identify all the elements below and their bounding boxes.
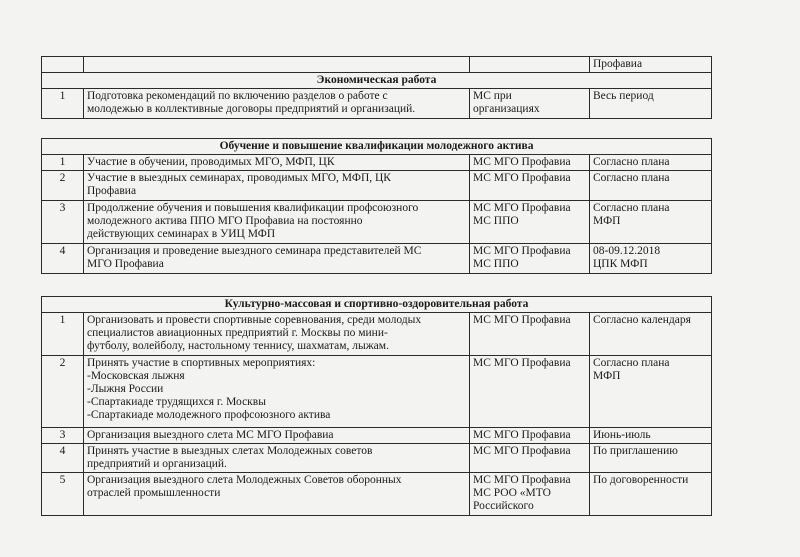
table-row bbox=[42, 356, 712, 428]
activity-cell: Принять участие в выездных слетах Молодежных советов предприятий и организаций. bbox=[84, 444, 470, 473]
table-row bbox=[42, 201, 712, 244]
responsible-cell: МС МГО Профавиа bbox=[470, 313, 590, 356]
period-cell: По договоренности bbox=[590, 473, 712, 516]
row-number: 4 bbox=[42, 244, 84, 274]
responsible-cell: МС МГО Профавиа МС ППО bbox=[470, 244, 590, 274]
responsible-cell: МС МГО Профавиа МС ППО bbox=[470, 201, 590, 244]
table-row bbox=[42, 473, 712, 516]
activity-cell: Организация выездного слета Молодежных Советов оборонных отраслей промышленности bbox=[84, 473, 470, 516]
section-title: Экономическая работа bbox=[42, 73, 712, 89]
activity-cell: Продолжение обучения и повышения квалификации профсоюзного молодежного актива ППО МГО Профавиа на постоянно действующих семинарах в УИЦ МФП bbox=[84, 201, 470, 244]
period-cell: Профавиа bbox=[590, 57, 712, 73]
period-cell: По приглашению bbox=[590, 444, 712, 473]
economic-work-table bbox=[41, 56, 712, 119]
row-number bbox=[42, 57, 84, 73]
table-row bbox=[42, 313, 712, 356]
row-number: 3 bbox=[42, 201, 84, 244]
responsible-cell: МС МГО Профавиа bbox=[470, 171, 590, 201]
table-row bbox=[42, 57, 712, 73]
responsible-cell bbox=[470, 57, 590, 73]
activity-cell: Участие в обучении, проводимых МГО, МФП, ЦК bbox=[84, 155, 470, 171]
culture-sports-table bbox=[41, 296, 712, 516]
activity-cell: Организовать и провести спортивные соревнования, среди молодых специалистов авиационных предприятий г. Москвы по мини- футболу, волейболу, настольному теннису, шахматам, лыжам. bbox=[84, 313, 470, 356]
responsible-cell: МС МГО Профавиа bbox=[470, 444, 590, 473]
row-number: 2 bbox=[42, 171, 84, 201]
row-number: 1 bbox=[42, 89, 84, 119]
responsible-cell: МС при организациях bbox=[470, 89, 590, 119]
period-cell: Согласно плана bbox=[590, 171, 712, 201]
row-number: 4 bbox=[42, 444, 84, 473]
activity-cell: Организация выездного слета МС МГО Профавиа bbox=[84, 428, 470, 444]
row-number: 5 bbox=[42, 473, 84, 516]
responsible-cell: МС МГО Профавиа bbox=[470, 356, 590, 428]
period-cell: Согласно плана bbox=[590, 155, 712, 171]
table-row bbox=[42, 428, 712, 444]
row-number: 1 bbox=[42, 155, 84, 171]
period-cell: Июнь-июль bbox=[590, 428, 712, 444]
table-row bbox=[42, 155, 712, 171]
section-title: Обучение и повышение квалификации молодежного актива bbox=[42, 139, 712, 155]
activity-cell bbox=[84, 57, 470, 73]
table-row bbox=[42, 444, 712, 473]
period-cell: 08-09.12.2018 ЦПК МФП bbox=[590, 244, 712, 274]
responsible-cell: МС МГО Профавиа МС РОО «МТО Российского bbox=[470, 473, 590, 516]
table-row bbox=[42, 89, 712, 119]
activity-cell: Подготовка рекомендаций по включению разделов о работе с молодежью в коллективные договоры предприятий и организаций. bbox=[84, 89, 470, 119]
period-cell: Согласно календаря bbox=[590, 313, 712, 356]
responsible-cell: МС МГО Профавиа bbox=[470, 155, 590, 171]
row-number: 3 bbox=[42, 428, 84, 444]
activity-cell: Организация и проведение выездного семинара представителей МС МГО Профавиа bbox=[84, 244, 470, 274]
training-table bbox=[41, 138, 712, 274]
period-cell: Согласно плана МФП bbox=[590, 356, 712, 428]
table-row bbox=[42, 244, 712, 274]
responsible-cell: МС МГО Профавиа bbox=[470, 428, 590, 444]
row-number: 2 bbox=[42, 356, 84, 428]
table-row bbox=[42, 171, 712, 201]
period-cell: Весь период bbox=[590, 89, 712, 119]
row-number: 1 bbox=[42, 313, 84, 356]
period-cell: Согласно плана МФП bbox=[590, 201, 712, 244]
section-title: Культурно-массовая и спортивно-оздоровительная работа bbox=[42, 297, 712, 313]
activity-cell: Принять участие в спортивных мероприятиях: -Московская лыжня -Лыжня России -Спартакиаде трудящихся г. Москвы -Спартакиаде молодежного профсоюзного актива bbox=[84, 356, 470, 428]
activity-cell: Участие в выездных семинарах, проводимых МГО, МФП, ЦК Профавиа bbox=[84, 171, 470, 201]
